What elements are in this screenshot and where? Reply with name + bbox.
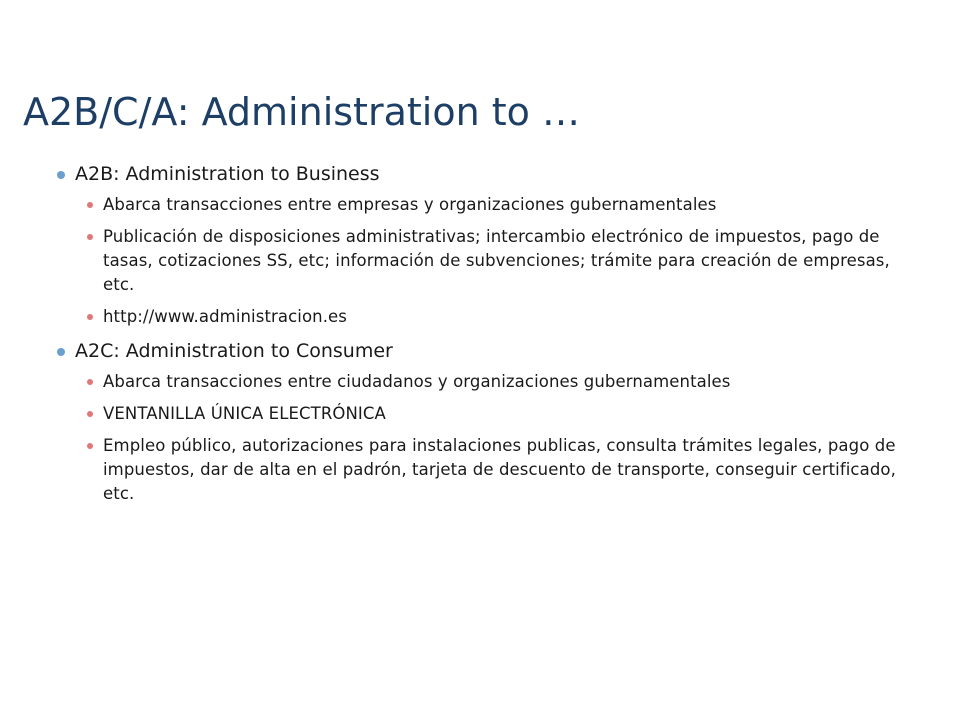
list-item-text: Empleo público, autorizaciones para instalaciones publicas, consulta trámites legales, pago de impuestos, dar de alta en el padrón, tarjeta de descuento de transporte, conseguir certificado, etc. [103, 436, 896, 503]
slide-content [57, 160, 917, 514]
section-a2b [57, 160, 917, 329]
list-item [87, 434, 917, 506]
section-heading: A2B: Administration to Business [75, 163, 380, 185]
bullet-dot-icon [87, 234, 93, 240]
bullet-dot-icon [57, 171, 65, 179]
list-item-text: VENTANILLA ÚNICA ELECTRÓNICA [103, 404, 386, 423]
list-item [87, 402, 917, 426]
list-item-text: Publicación de disposiciones administrativas; intercambio electrónico de impuestos, pago de tasas, cotizaciones SS, etc; información de subvenciones; trámite para creación de empresas, etc. [103, 227, 890, 294]
list-item [87, 305, 917, 329]
list-item-text: Abarca transacciones entre ciudadanos y organizaciones gubernamentales [103, 372, 731, 391]
bullet-dot-icon [87, 379, 93, 385]
sub-bullet-list [87, 370, 917, 506]
bullet-list [57, 160, 917, 506]
section-heading: A2C: Administration to Consumer [75, 340, 393, 362]
list-item [87, 370, 917, 394]
bullet-dot-icon [87, 314, 93, 320]
slide-title: A2B/C/A: Administration to … [23, 90, 580, 134]
bullet-dot-icon [87, 443, 93, 449]
bullet-dot-icon [87, 202, 93, 208]
list-item-link-text: http://www.administracion.es [103, 307, 348, 326]
list-item [87, 225, 917, 297]
bullet-dot-icon [87, 411, 93, 417]
list-item [87, 193, 917, 217]
bullet-dot-icon [57, 348, 65, 356]
section-a2c [57, 337, 917, 506]
sub-bullet-list [87, 193, 917, 329]
list-item-text: Abarca transacciones entre empresas y organizaciones gubernamentales [103, 195, 717, 214]
